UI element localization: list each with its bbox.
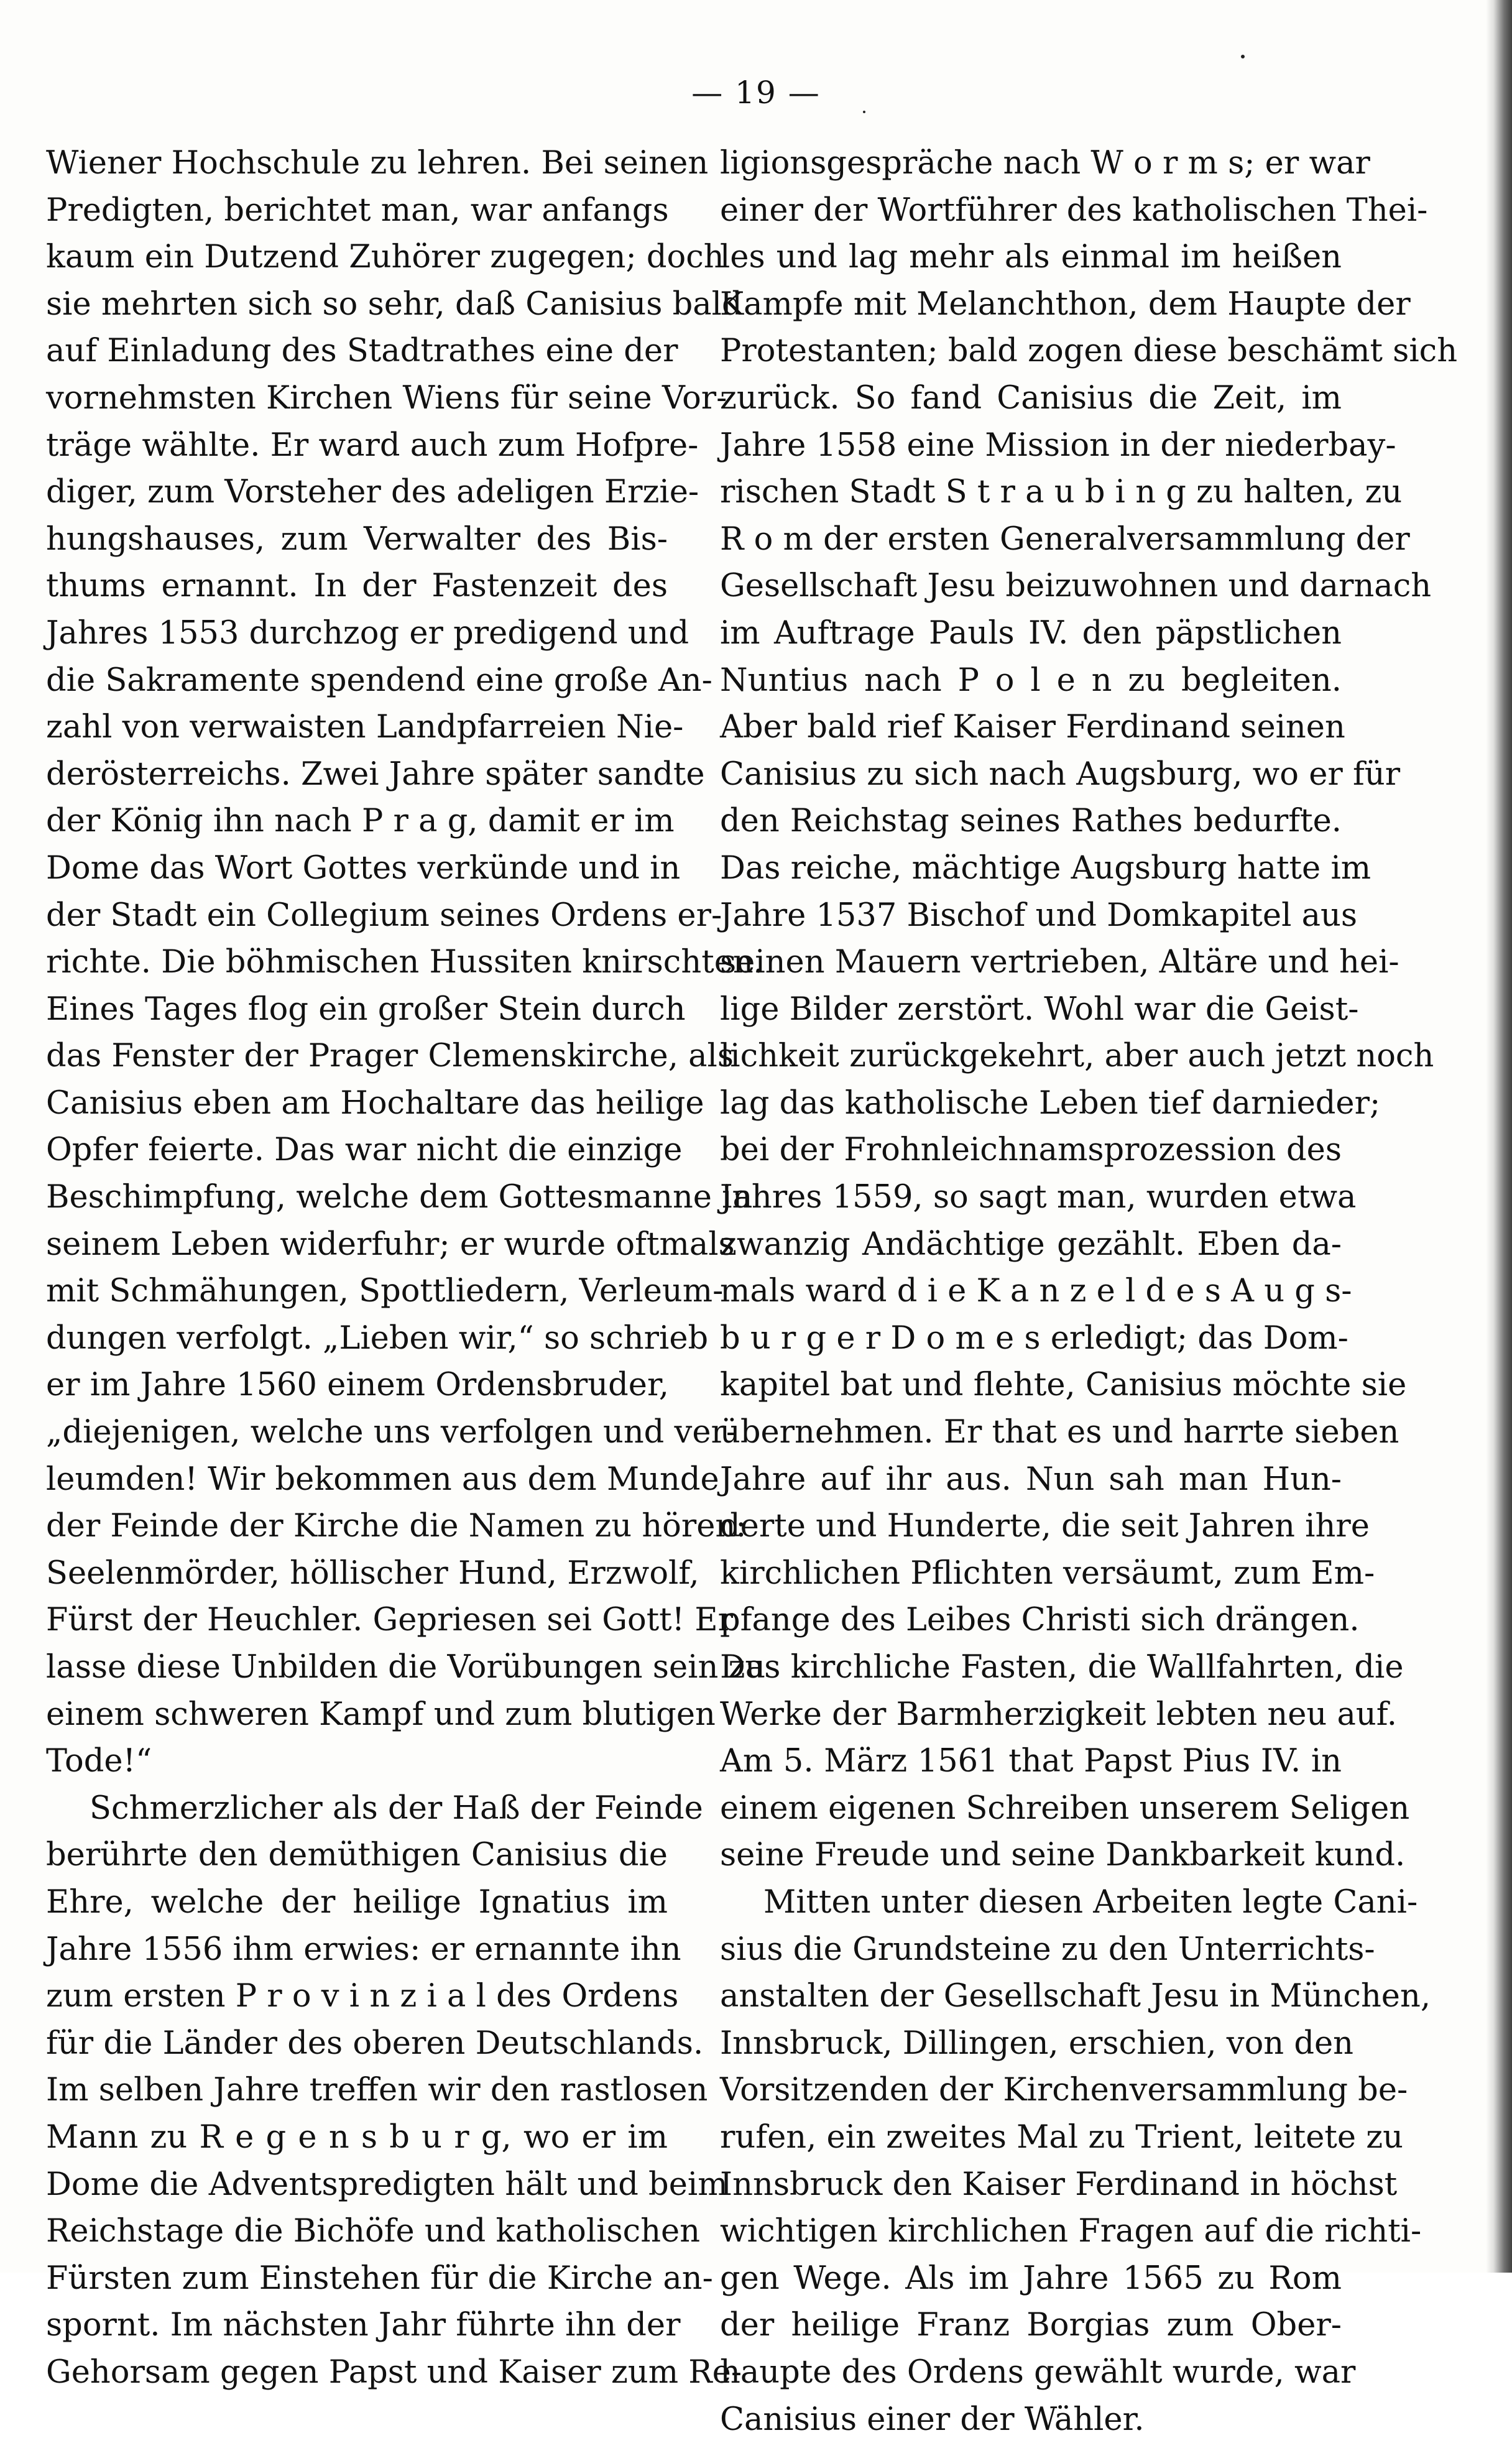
text-line: der heilige Franz Borgias zum Ober- bbox=[720, 2302, 1342, 2349]
right-text-column bbox=[720, 140, 1342, 2443]
text-line: lige Bilder zerstört. Wohl war die Geist- bbox=[720, 986, 1342, 1033]
text-line: seinen Mauern vertrieben, Altäre und hei- bbox=[720, 939, 1342, 986]
text-line: für die Länder des oberen Deutschlands. bbox=[46, 2020, 668, 2067]
text-line: Opfer feierte. Das war nicht die einzige bbox=[46, 1127, 668, 1174]
text-line: Protestanten; bald zogen diese beschämt sich bbox=[720, 328, 1342, 375]
text-line: „diejenigen, welche uns verfolgen und ver- bbox=[46, 1409, 668, 1456]
text-line: Reichstage die Bichöfe und katholischen bbox=[46, 2208, 668, 2255]
text-line: der Stadt ein Collegium seines Ordens er- bbox=[46, 892, 668, 940]
text-line: Mitten unter diesen Arbeiten legte Cani- bbox=[720, 1879, 1342, 1926]
page-number: — 19 — bbox=[0, 75, 1512, 111]
text-line: Im selben Jahre treffen wir den rastlosen bbox=[46, 2067, 668, 2114]
text-line: Gehorsam gegen Papst und Kaiser zum Re- bbox=[46, 2349, 668, 2396]
text-line: bei der Frohnleichnamsprozession des bbox=[720, 1127, 1342, 1174]
text-line: Am 5. März 1561 that Papst Pius IV. in bbox=[720, 1738, 1342, 1785]
text-line: seine Freude und seine Dankbarkeit kund. bbox=[720, 1832, 1342, 1879]
text-line: Werke der Barmherzigkeit lebten neu auf. bbox=[720, 1691, 1342, 1739]
text-line: der Feinde der Kirche die Namen zu hören: bbox=[46, 1503, 668, 1550]
text-line: Ehre, welche der heilige Ignatius im bbox=[46, 1879, 668, 1926]
text-line: das Fenster der Prager Clemenskirche, als bbox=[46, 1033, 668, 1080]
text-line: vornehmsten Kirchen Wiens für seine Vor- bbox=[46, 375, 668, 422]
text-line: mit Schmähungen, Spottliedern, Verleum- bbox=[46, 1268, 668, 1315]
text-line: rufen, ein zweites Mal zu Trient, leitete zu bbox=[720, 2114, 1342, 2161]
print-speck bbox=[863, 111, 865, 113]
text-line: kapitel bat und flehte, Canisius möchte sie bbox=[720, 1362, 1342, 1409]
text-line: Fürsten zum Einstehen für die Kirche an- bbox=[46, 2255, 668, 2302]
text-line: Gesellschaft Jesu beizuwohnen und darnach bbox=[720, 563, 1342, 610]
text-line: b u r g e r D o m e s erledigt; das Dom- bbox=[720, 1315, 1342, 1362]
text-line: einer der Wortführer des katholischen Thei- bbox=[720, 187, 1342, 234]
text-line: Canisius einer der Wähler. bbox=[720, 2396, 1342, 2443]
text-line: diger, zum Vorsteher des adeligen Erzie- bbox=[46, 469, 668, 516]
text-line: Schmerzlicher als der Haß der Feinde bbox=[46, 1785, 668, 1832]
text-line: er im Jahre 1560 einem Ordensbruder, bbox=[46, 1362, 668, 1409]
text-line: Innsbruck den Kaiser Ferdinand in höchst bbox=[720, 2161, 1342, 2209]
text-line: gen Wege. Als im Jahre 1565 zu Rom bbox=[720, 2255, 1342, 2302]
text-line: Jahre auf ihr aus. Nun sah man Hun- bbox=[720, 1456, 1342, 1503]
text-line: Jahres 1553 durchzog er predigend und bbox=[46, 610, 668, 657]
text-line: Seelenmörder, höllischer Hund, Erzwolf, bbox=[46, 1550, 668, 1597]
print-speck bbox=[1241, 55, 1245, 58]
text-line: Jahre 1558 eine Mission in der niederbay- bbox=[720, 422, 1342, 469]
text-line: zahl von verwaisten Landpfarreien Nie- bbox=[46, 704, 668, 751]
text-line: lasse diese Unbilden die Vorübungen sein zu bbox=[46, 1644, 668, 1691]
text-line: Tode!“ bbox=[46, 1738, 668, 1785]
text-line: kirchlichen Pflichten versäumt, zum Em- bbox=[720, 1550, 1342, 1597]
text-line: sius die Grundsteine zu den Unterrichts- bbox=[720, 1926, 1342, 1974]
text-line: übernehmen. Er that es und harrte sieben bbox=[720, 1409, 1342, 1456]
text-line: seinem Leben widerfuhr; er wurde oftmals bbox=[46, 1221, 668, 1268]
text-line: mals ward d i e K a n z e l d e s A u g s- bbox=[720, 1268, 1342, 1315]
text-line: Dome das Wort Gottes verkünde und in bbox=[46, 845, 668, 892]
text-line: kaum ein Dutzend Zuhörer zugegen; doch bbox=[46, 234, 668, 281]
text-line: Eines Tages flog ein großer Stein durch bbox=[46, 986, 668, 1033]
text-line: dungen verfolgt. „Lieben wir,“ so schrieb bbox=[46, 1315, 668, 1362]
text-line: derösterreichs. Zwei Jahre später sandte bbox=[46, 751, 668, 798]
text-line: Vorsitzenden der Kirchenversammlung be- bbox=[720, 2067, 1342, 2114]
text-line: Kampfe mit Melanchthon, dem Haupte der bbox=[720, 281, 1342, 328]
text-line: zum ersten P r o v i n z i a l des Ordens bbox=[46, 1973, 668, 2020]
text-line: wichtigen kirchlichen Fragen auf die richti- bbox=[720, 2208, 1342, 2255]
text-line: Jahres 1559, so sagt man, wurden etwa bbox=[720, 1174, 1342, 1221]
text-line: R o m der ersten Generalversammlung der bbox=[720, 516, 1342, 563]
text-line: Canisius eben am Hochaltare das heilige bbox=[46, 1080, 668, 1127]
text-line: Aber bald rief Kaiser Ferdinand seinen bbox=[720, 704, 1342, 751]
text-line: träge wählte. Er ward auch zum Hofpre- bbox=[46, 422, 668, 469]
text-line: berührte den demüthigen Canisius die bbox=[46, 1832, 668, 1879]
text-line: Das reiche, mächtige Augsburg hatte im bbox=[720, 845, 1342, 892]
text-line: hungshauses, zum Verwalter des Bis- bbox=[46, 516, 668, 563]
text-line: einem eigenen Schreiben unserem Seligen bbox=[720, 1785, 1342, 1832]
text-line: Mann zu R e g e n s b u r g, wo er im bbox=[46, 2114, 668, 2161]
text-line: die Sakramente spendend eine große An- bbox=[46, 657, 668, 704]
text-line: spornt. Im nächsten Jahr führte ihn der bbox=[46, 2302, 668, 2349]
text-line: im Auftrage Pauls IV. den päpstlichen bbox=[720, 610, 1342, 657]
text-line: pfange des Leibes Christi sich drängen. bbox=[720, 1597, 1342, 1644]
text-line: auf Einladung des Stadtrathes eine der bbox=[46, 328, 668, 375]
text-line: Dome die Adventspredigten hält und beim bbox=[46, 2161, 668, 2209]
text-line: richte. Die böhmischen Hussiten knirschten. bbox=[46, 939, 668, 986]
text-line: Beschimpfung, welche dem Gottesmanne in bbox=[46, 1174, 668, 1221]
text-line: lichkeit zurückgekehrt, aber auch jetzt noch bbox=[720, 1033, 1342, 1080]
text-line: rischen Stadt S t r a u b i n g zu halten, zu bbox=[720, 469, 1342, 516]
text-line: anstalten der Gesellschaft Jesu in München, bbox=[720, 1973, 1342, 2020]
text-line: sie mehrten sich so sehr, daß Canisius bald bbox=[46, 281, 668, 328]
text-line: Jahre 1537 Bischof und Domkapitel aus bbox=[720, 892, 1342, 940]
text-line: Fürst der Heuchler. Gepriesen sei Gott! Er bbox=[46, 1597, 668, 1644]
text-line: den Reichstag seines Rathes bedurfte. bbox=[720, 798, 1342, 845]
page-edge-shadow bbox=[1486, 0, 1512, 2273]
text-line: haupte des Ordens gewählt wurde, war bbox=[720, 2349, 1342, 2396]
text-line: les und lag mehr als einmal im heißen bbox=[720, 234, 1342, 281]
text-line: zurück. So fand Canisius die Zeit, im bbox=[720, 375, 1342, 422]
left-text-column bbox=[46, 140, 668, 2396]
text-line: der König ihn nach P r a g, damit er im bbox=[46, 798, 668, 845]
text-line: Jahre 1556 ihm erwies: er ernannte ihn bbox=[46, 1926, 668, 1974]
text-line: Predigten, berichtet man, war anfangs bbox=[46, 187, 668, 234]
text-line: Innsbruck, Dillingen, erschien, von den bbox=[720, 2020, 1342, 2067]
text-line: lag das katholische Leben tief darnieder; bbox=[720, 1080, 1342, 1127]
text-line: einem schweren Kampf und zum blutigen bbox=[46, 1691, 668, 1739]
text-line: Das kirchliche Fasten, die Wallfahrten, die bbox=[720, 1644, 1342, 1691]
text-line: Nuntius nach P o l e n zu begleiten. bbox=[720, 657, 1342, 704]
text-line: leumden! Wir bekommen aus dem Munde bbox=[46, 1456, 668, 1503]
text-line: thums ernannt. In der Fastenzeit des bbox=[46, 563, 668, 610]
text-line: Canisius zu sich nach Augsburg, wo er für bbox=[720, 751, 1342, 798]
text-line: Wiener Hochschule zu lehren. Bei seinen bbox=[46, 140, 668, 187]
text-line: zwanzig Andächtige gezählt. Eben da- bbox=[720, 1221, 1342, 1268]
text-line: ligionsgespräche nach W o r m s; er war bbox=[720, 140, 1342, 187]
text-line: derte und Hunderte, die seit Jahren ihre bbox=[720, 1503, 1342, 1550]
